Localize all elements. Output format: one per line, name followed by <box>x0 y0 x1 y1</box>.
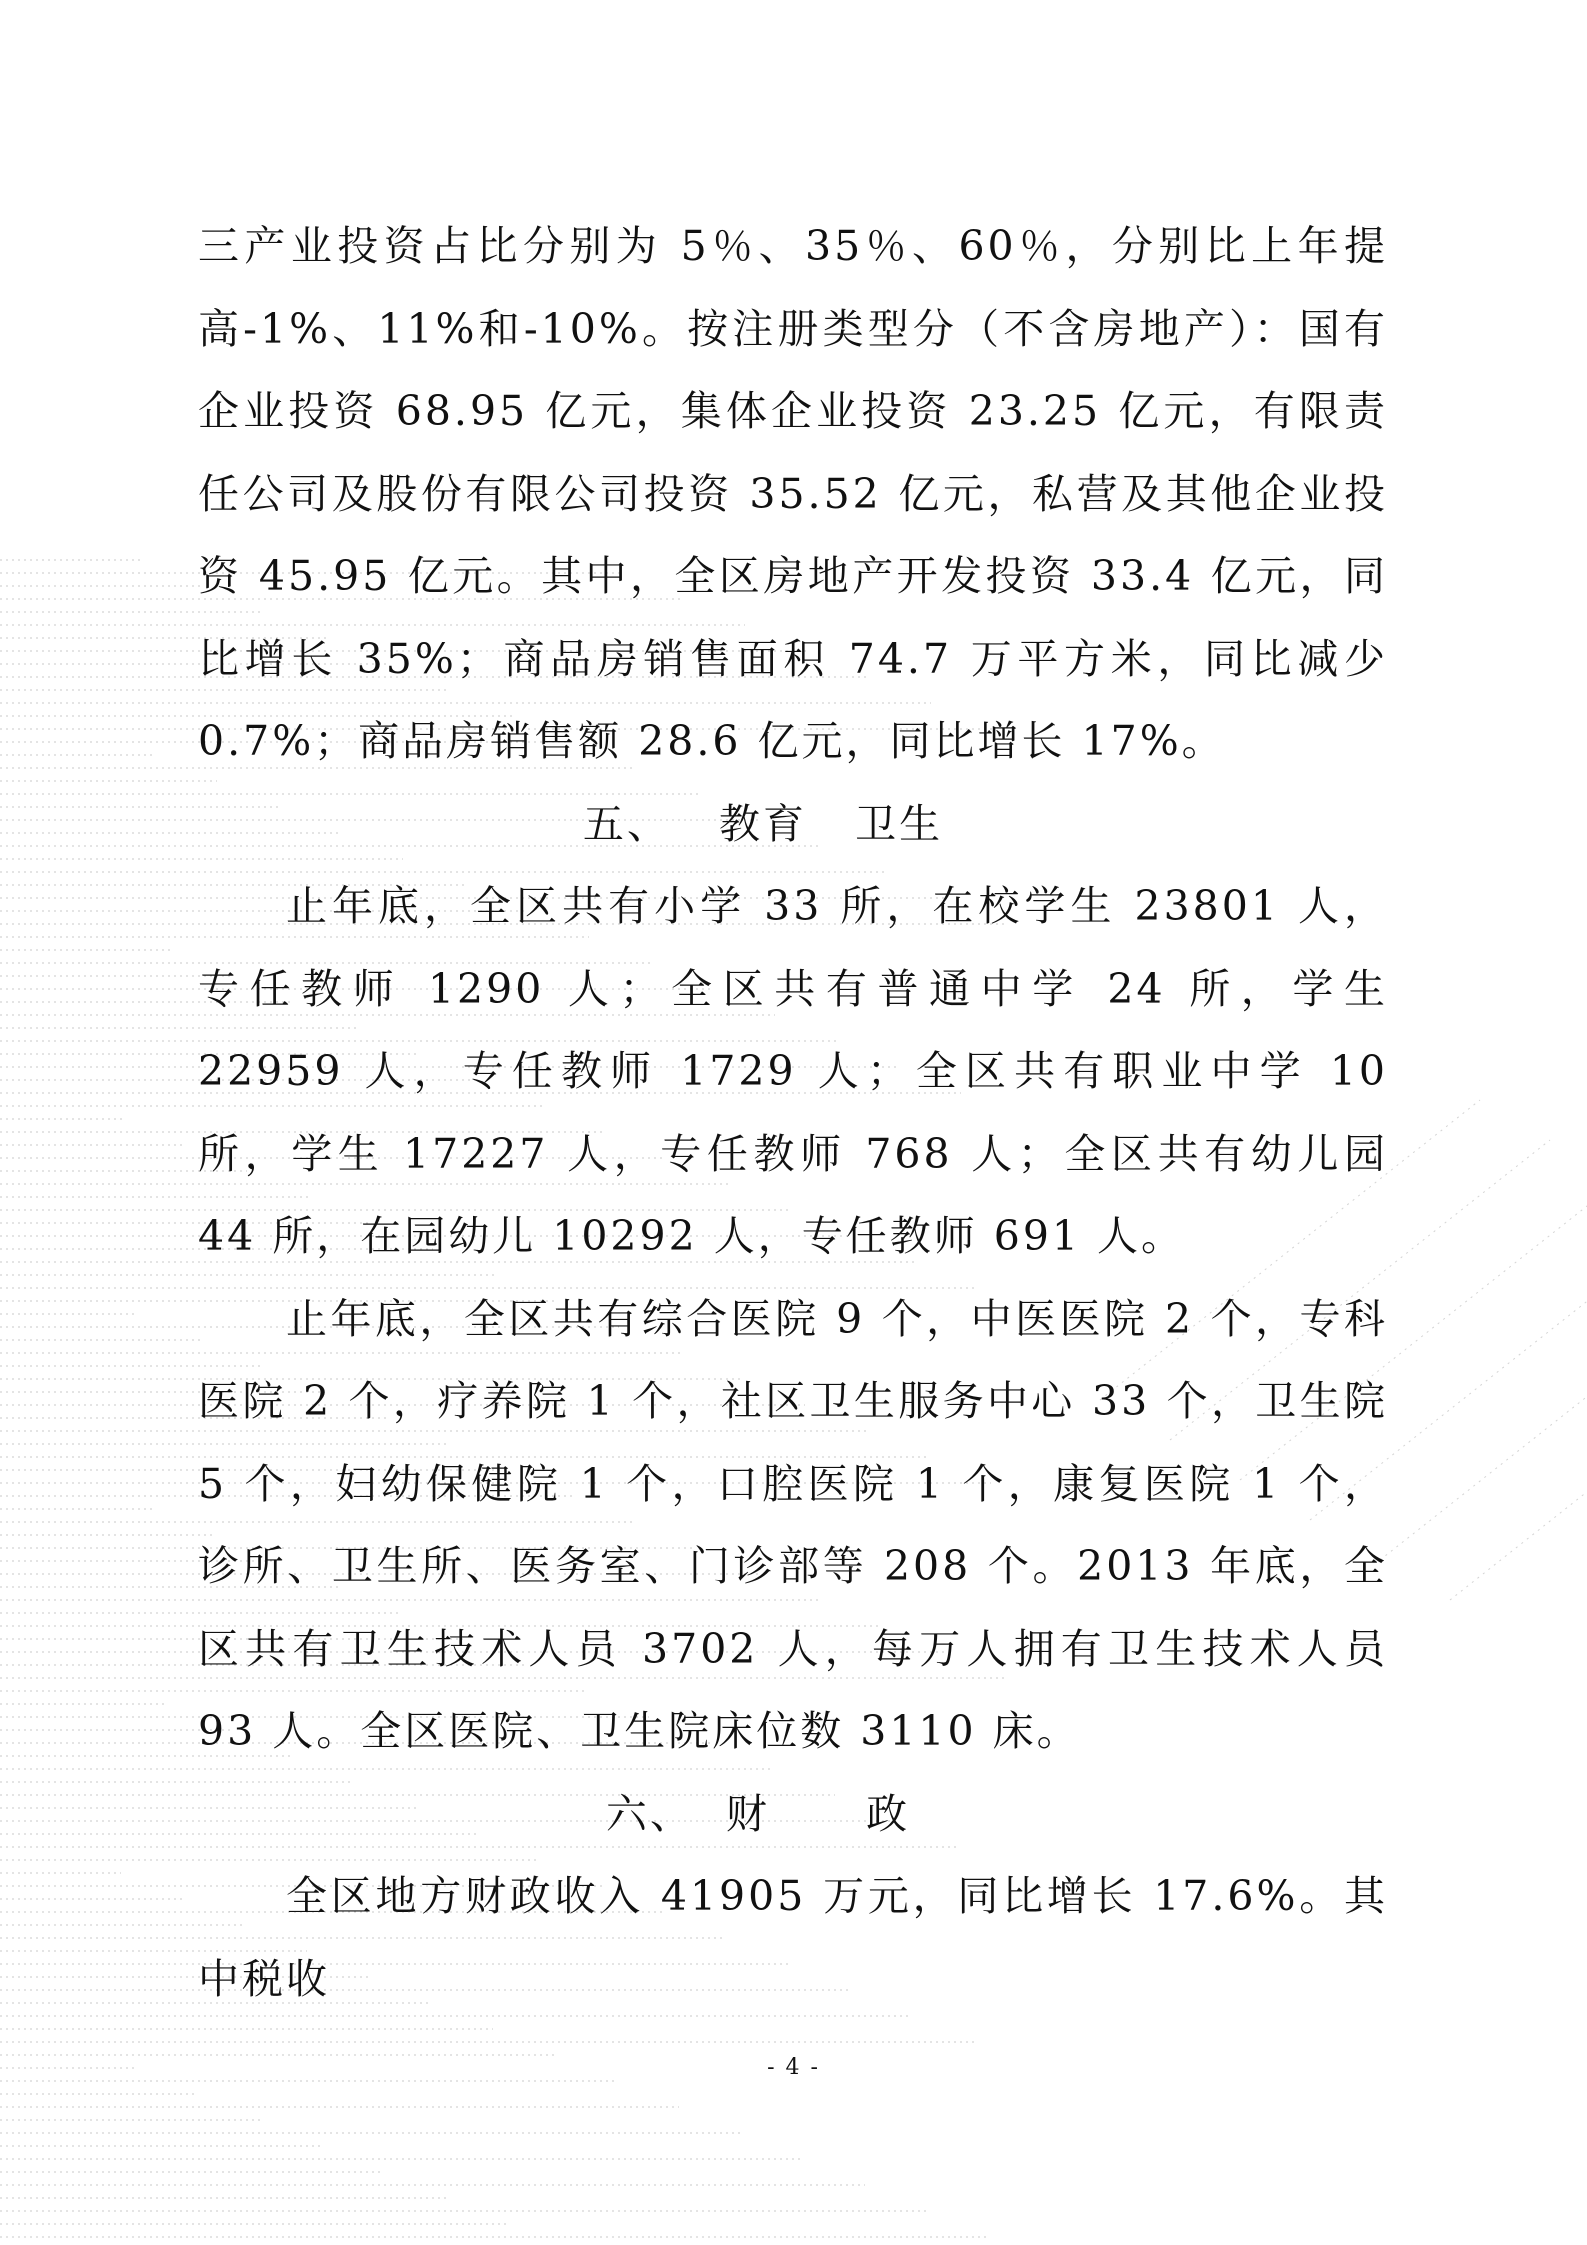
section-title-finance: 六、 财 政 <box>605 1789 911 1838</box>
document-page <box>198 205 1388 2020</box>
scan-artifact-diagonal <box>1380 1260 1587 1560</box>
scan-artifact-diagonal <box>1450 1300 1587 1600</box>
paragraph-finance: 全区地方财政收入 41905 万元，同比增长 17.6%。其中税收 <box>198 1872 1388 2003</box>
paragraph-health: 止年底，全区共有综合医院 9 个，中医医院 2 个，专科医院 2 个，疗养院 1 个，社区卫生服务中心 33 个，卫生院 5 个，妇幼保健院 1 个，口腔医院 1 个，康复医院 1 个，诊所、卫生所、医务室、门诊部等 208 个。2013 年底，全区共有卫生技术人员 3702 人，每万人拥有卫生技术人员 93 人。全区医院、卫生院床位数 3110 床。 <box>198 1294 1388 1755</box>
paragraph-education: 止年底，全区共有小学 33 所，在校学生 23801 人，专任教师 1290 人；全区共有普通中学 24 所，学生 22959 人，专任教师 1729 人；全区共有职业中学 10 所，学生 17227 人，专任教师 768 人；全区共有幼儿园 44 所，在园幼儿 10292 人，专任教师 691 人。 <box>198 882 1388 1260</box>
page-number: - 4 - <box>767 2055 820 2080</box>
section-title-education-health: 五、 教育 卫生 <box>582 799 944 848</box>
paragraph-investment: 三产业投资占比分别为 5％、35％、60％，分别比上年提高-1%、11%和-10%。按注册类型分（不含房地产）：国有企业投资 68.95 亿元，集体企业投资 23.25 亿元，有限责任公司及股份有限公司投资 35.52 亿元，私营及其他企业投资 45.95 亿元。其中，全区房地产开发投资 33.4 亿元，同比增长 35%；商品房销售面积 74.7 万平方米，同比减少 0.7%；商品房销售额 28.6 亿元，同比增长 17%。 <box>198 222 1388 765</box>
